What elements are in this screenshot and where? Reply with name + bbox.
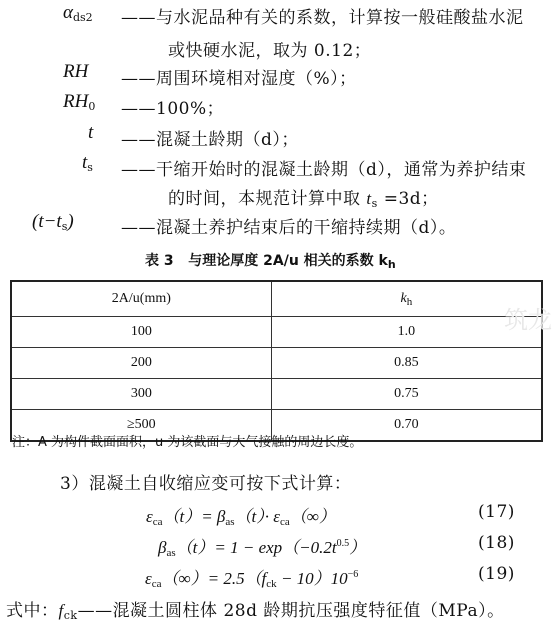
table-row: [11, 348, 542, 379]
equation-number-17: (17): [478, 502, 515, 522]
table-cell: 0.70: [271, 410, 542, 442]
table-row: [11, 379, 542, 410]
column-header-kh: $k_h$: [271, 281, 542, 317]
def-text-ts: ——干缩开始时的混凝土龄期（d），通常为养护结束: [121, 160, 527, 180]
table-cell: 1.0: [271, 317, 542, 348]
table-caption: 表 3 与理论厚度 2A/u 相关的系数 $k_h$: [145, 253, 396, 271]
table-header-row: [11, 281, 542, 317]
def-text-alpha-ds2-cont: 或快硬水泥，取为 0.12；: [168, 41, 372, 61]
def-symbol-t: t: [88, 122, 94, 143]
table-cell: 200: [11, 348, 271, 379]
def-text-t: ——混凝土龄期（d）；: [121, 130, 299, 150]
def-text-ts-cont: 的时间，本规范计算中取 $t_s =3d$；: [168, 189, 439, 210]
table-cell: 300: [11, 379, 271, 410]
def-symbol-alpha-ds2: $\alpha_{ds2}$: [63, 2, 93, 24]
equation-number-19: (19): [478, 564, 515, 584]
table-cell: 0.85: [271, 348, 542, 379]
section-heading: 3）混凝土自收缩应变可按下式计算：: [60, 474, 352, 494]
def-text-t-minus-ts: ——混凝土养护结束后的干缩持续期（d）。: [121, 218, 457, 238]
equation-18: $\beta_{as}(t)= 1 - \exp(-0.2t^{0.5})$: [158, 538, 367, 559]
watermark-logo: 筑龙: [504, 306, 552, 334]
table-cell: 100: [11, 317, 271, 348]
table-cell: 0.75: [271, 379, 542, 410]
def-symbol-rh0: $RH_0$: [63, 91, 96, 113]
equation-17: $\varepsilon_{ca}(t)= \beta_{as}(t)\cdot \varepsilon_{ca}(\infty)$: [146, 507, 336, 528]
table-cell: ≥500: [11, 410, 271, 442]
def-text-rh0: ——100%；: [121, 99, 225, 119]
table-note: 注：A 为构件截面面积，u 为该截面与大气接触的周边长度。: [12, 435, 363, 450]
column-header-thickness: 2A/u(mm): [11, 281, 271, 317]
def-symbol-rh: RH: [63, 61, 89, 82]
table-row: [11, 317, 542, 348]
def-text-alpha-ds2: ——与水泥品种有关的系数，计算按一般硅酸盐水泥: [121, 8, 524, 28]
equation-19: $\varepsilon_{ca}(\infty)= 2.5(f_{ck} - 10)10^{-6}$: [145, 569, 359, 590]
coefficient-table: [10, 280, 543, 442]
def-text-rh: ——周围环境相对湿度（%）；: [121, 69, 357, 89]
def-symbol-t-minus-ts: $(t-t_s)$: [32, 211, 74, 233]
formula-definition: 式中：$f_{ck}——$混凝土圆柱体 28d 龄期抗压强度特征值（MPa）。: [6, 601, 505, 622]
equation-number-18: (18): [478, 533, 515, 553]
def-symbol-ts: $t_s$: [82, 152, 93, 174]
